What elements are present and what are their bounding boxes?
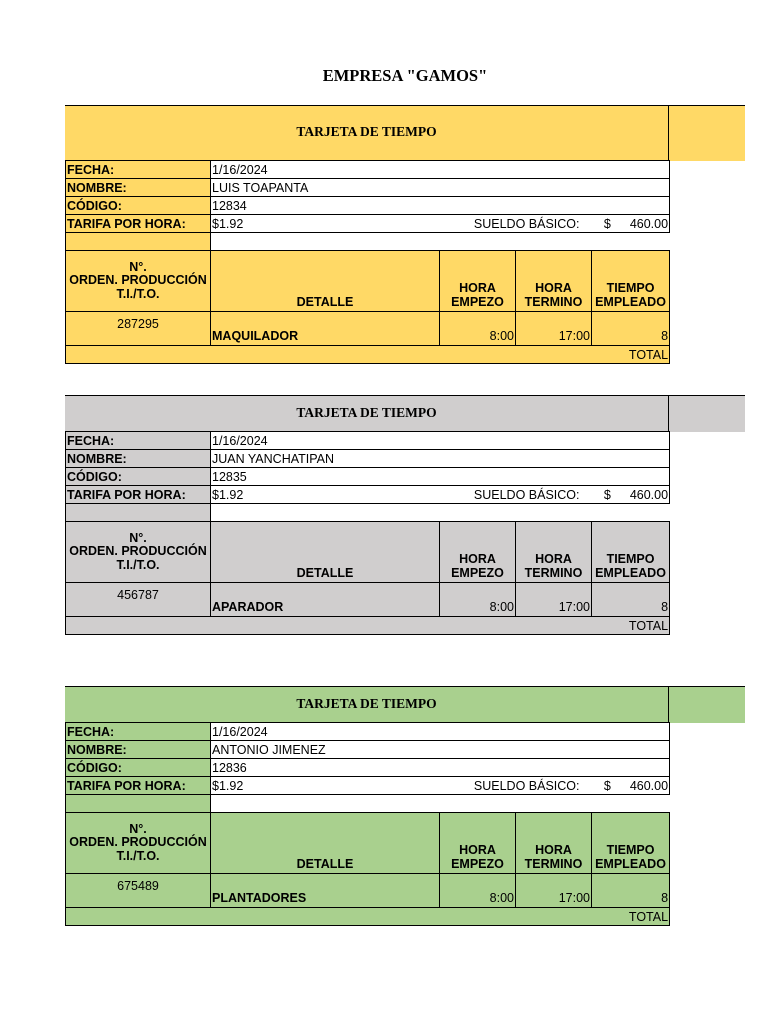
hora-empezo-value[interactable]: 8:00 [440, 874, 516, 908]
sueldo-value: 460.00 [629, 216, 669, 231]
blank-cell [211, 795, 670, 813]
blank-cell [211, 504, 670, 522]
card-header-band [65, 105, 745, 161]
card-info-table [65, 160, 670, 364]
col-header-orden: N°. ORDEN. PRODUCCIÓN T.I./T.O. [66, 813, 211, 874]
fecha-label: FECHA: [66, 723, 211, 741]
hora-termino-value[interactable]: 17:00 [516, 874, 592, 908]
col-header-orden: N°. ORDEN. PRODUCCIÓN T.I./T.O. [66, 522, 211, 583]
nombre-label: NOMBRE: [66, 741, 211, 759]
tiempo-value[interactable]: 8 [592, 583, 670, 617]
currency-symbol: $ [603, 216, 611, 231]
codigo-value[interactable]: 12835 [211, 468, 670, 486]
col-header-hora-empezo: HORA EMPEZO [440, 813, 516, 874]
detalle-value[interactable]: MAQUILADOR [211, 312, 440, 346]
col-header-tiempo: TIEMPO EMPLEADO [592, 251, 670, 312]
tiempo-value[interactable]: 8 [592, 312, 670, 346]
card-info-table [65, 431, 670, 635]
sueldo-value: 460.00 [629, 487, 669, 502]
fecha-label: FECHA: [66, 432, 211, 450]
card-header-band [65, 686, 745, 723]
card-title: TARJETA DE TIEMPO [296, 124, 437, 139]
total-label: TOTAL [66, 908, 670, 926]
hora-empezo-value[interactable]: 8:00 [440, 312, 516, 346]
empty-cell [66, 233, 211, 251]
codigo-label: CÓDIGO: [66, 468, 211, 486]
hora-empezo-value[interactable]: 8:00 [440, 583, 516, 617]
sueldo-label: SUELDO BÁSICO: [440, 777, 592, 795]
hora-termino-value[interactable]: 17:00 [516, 583, 592, 617]
codigo-label: CÓDIGO: [66, 197, 211, 215]
detalle-value[interactable]: PLANTADORES [211, 874, 440, 908]
col-header-detalle: DETALLE [211, 813, 440, 874]
col-header-tiempo: TIEMPO EMPLEADO [592, 522, 670, 583]
detalle-value[interactable]: APARADOR [211, 583, 440, 617]
tarifa-label: TARIFA POR HORA: [66, 777, 211, 795]
col-header-hora-termino: HORA TERMINO [516, 251, 592, 312]
hora-termino-value[interactable]: 17:00 [516, 312, 592, 346]
nombre-label: NOMBRE: [66, 179, 211, 197]
col-header-tiempo: TIEMPO EMPLEADO [592, 813, 670, 874]
sueldo-value-cell[interactable] [592, 777, 670, 795]
sueldo-label: SUELDO BÁSICO: [440, 486, 592, 504]
table-row [66, 874, 670, 908]
company-title: EMPRESA "GAMOS" [322, 66, 488, 85]
sueldo-label: SUELDO BÁSICO: [440, 215, 592, 233]
col-header-orden: N°. ORDEN. PRODUCCIÓN T.I./T.O. [66, 251, 211, 312]
col-header-hora-empezo: HORA EMPEZO [440, 251, 516, 312]
sueldo-value: 460.00 [629, 778, 669, 793]
card-title: TARJETA DE TIEMPO [296, 405, 437, 420]
blank-cell [211, 233, 670, 251]
fecha-value[interactable]: 1/16/2024 [211, 161, 670, 179]
orden-value[interactable]: 456787 [66, 583, 211, 617]
tarifa-value[interactable]: $1.92 [211, 486, 440, 504]
orden-value[interactable]: 287295 [66, 312, 211, 346]
table-row [66, 583, 670, 617]
fecha-value[interactable]: 1/16/2024 [211, 723, 670, 741]
codigo-value[interactable]: 12836 [211, 759, 670, 777]
currency-symbol: $ [603, 487, 611, 502]
empty-cell [66, 795, 211, 813]
orden-value[interactable]: 675489 [66, 874, 211, 908]
tiempo-value[interactable]: 8 [592, 874, 670, 908]
card-header-band [65, 395, 745, 432]
col-header-hora-termino: HORA TERMINO [516, 522, 592, 583]
tarifa-value[interactable]: $1.92 [211, 777, 440, 795]
fecha-label: FECHA: [66, 161, 211, 179]
codigo-label: CÓDIGO: [66, 759, 211, 777]
nombre-value[interactable]: LUIS TOAPANTA [211, 179, 670, 197]
nombre-value[interactable]: ANTONIO JIMENEZ [211, 741, 670, 759]
card-info-table [65, 722, 670, 926]
sueldo-value-cell[interactable] [592, 215, 670, 233]
tarifa-label: TARIFA POR HORA: [66, 486, 211, 504]
total-label: TOTAL [66, 617, 670, 635]
nombre-value[interactable]: JUAN YANCHATIPAN [211, 450, 670, 468]
col-header-detalle: DETALLE [211, 522, 440, 583]
table-row [66, 312, 670, 346]
card-title: TARJETA DE TIEMPO [296, 696, 437, 711]
fecha-value[interactable]: 1/16/2024 [211, 432, 670, 450]
col-header-hora-termino: HORA TERMINO [516, 813, 592, 874]
sueldo-value-cell[interactable] [592, 486, 670, 504]
tarifa-label: TARIFA POR HORA: [66, 215, 211, 233]
tarifa-value[interactable]: $1.92 [211, 215, 440, 233]
nombre-label: NOMBRE: [66, 450, 211, 468]
currency-symbol: $ [603, 778, 611, 793]
total-label: TOTAL [66, 346, 670, 364]
col-header-hora-empezo: HORA EMPEZO [440, 522, 516, 583]
empty-cell [66, 504, 211, 522]
codigo-value[interactable]: 12834 [211, 197, 670, 215]
col-header-detalle: DETALLE [211, 251, 440, 312]
